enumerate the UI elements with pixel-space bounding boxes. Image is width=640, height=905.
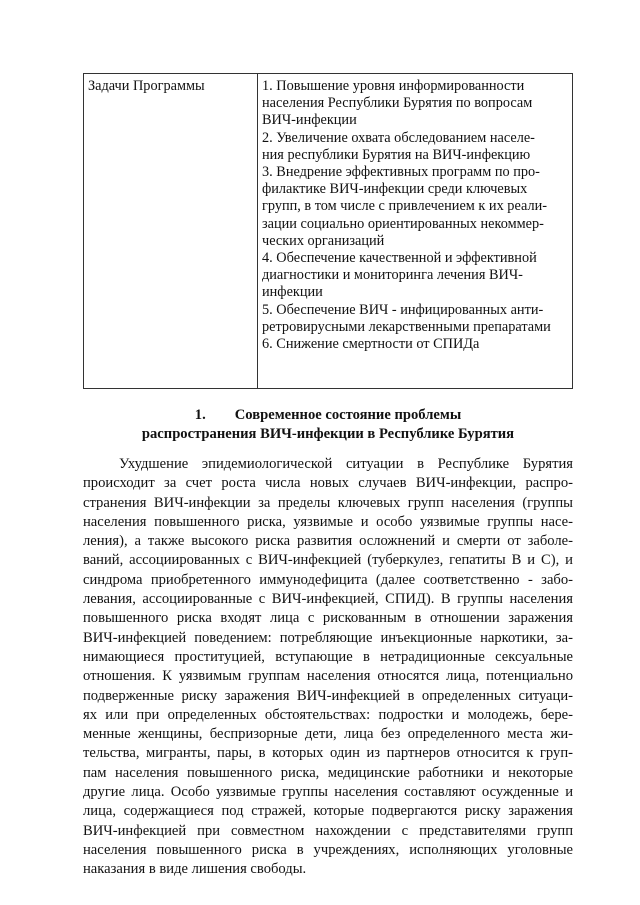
paragraph-line: наказания в виде лишения свободы.	[83, 861, 307, 878]
paragraph-line: Ухудшение эпидемиологической ситуации в Республике Бурятия	[119, 456, 573, 472]
paragraph-line: населения повышенного риска в учреждениях, исполняющих уголовные	[83, 841, 573, 858]
paragraph-line: ВИЧ-инфекцией при совместном нахождении с представителями групп	[83, 822, 573, 839]
section-number: 1.	[194, 407, 206, 423]
task-item: 1. Повышение уровня информированности населения Республики Бурятия по вопросам ВИЧ-инфекции	[262, 78, 533, 129]
paragraph-line: нимающиеся проституцией, вступающие в нетрадиционные сексуальные	[83, 648, 573, 665]
paragraph-line: пам населения повышенного риска, медицинские работники и некоторые	[83, 764, 573, 781]
section-title-part-2: распространения ВИЧ-инфекции в Республике Бурятия	[141, 426, 515, 442]
paragraph-line: ях или при определенных обстоятельствах: подростки и молодежь, бере-	[83, 706, 573, 723]
paragraph-line: лица, содержащиеся под стражей, которые подвергаются риску заражения	[83, 803, 573, 820]
task-item: 3. Внедрение эффективных программ по про- филактике ВИЧ-инфекции среди ключевых групп, в том числе с привлечением к их реали- зации социально ориентированных некоммер- ческих организаций	[262, 164, 547, 249]
paragraph-line: населения повышенного риска, уязвимые и особо уязвимые группы насе-	[83, 513, 573, 530]
paragraph-line: происходит за счет роста числа новых случаев ВИЧ-инфекции, распро-	[83, 475, 573, 492]
paragraph-line: повышенного риска входят лица с рискованным в отношении заражения	[83, 610, 573, 627]
paragraph-line: синдрома приобретенного иммунодефицита (далее соответственно - забо-	[83, 571, 573, 588]
task-item: 4. Обеспечение качественной и эффективной диагностики и мониторинга лечения ВИЧ- инфекции	[262, 250, 537, 301]
paragraph-line: левания, ассоциированные с ВИЧ-инфекцией, СПИД). В группы населения	[83, 591, 573, 608]
paragraph-line: ВИЧ-инфекцией поведением: потребляющие инъекционные наркотики, за-	[83, 629, 573, 646]
paragraph-line: тельства, мигранты, пары, в которых один из партнеров относится к груп-	[83, 745, 573, 762]
paragraph-line: подверженные риску заражения ВИЧ-инфекцией в определенных ситуаци-	[83, 687, 573, 704]
paragraph-line: ваний, ассоциированных с ВИЧ-инфекцией (туберкулез, гепатиты В и С), и	[83, 552, 573, 569]
program-tasks-label: Задачи Программы	[88, 78, 205, 94]
table-row	[84, 74, 573, 389]
paragraph-line: другие лица. Особо уязвимые группы населения составляют осужденные и	[83, 784, 573, 801]
task-item: 2. Увеличение охвата обследованием населе- ния республики Бурятия на ВИЧ-инфекцию	[262, 129, 535, 163]
table-content-cell	[258, 74, 573, 389]
paragraph-line: отношения. К уязвимым группам населения относятся лица, потенциально	[83, 668, 573, 685]
table-label-cell	[84, 74, 258, 389]
task-item: 6. Снижение смертности от СПИДа	[262, 336, 480, 353]
section-heading	[83, 406, 573, 444]
section-title-part-1: Современное состояние проблемы	[234, 407, 462, 423]
body-paragraph	[83, 455, 573, 880]
task-item: 5. Обеспечение ВИЧ - инфицированных анти- ретровирусными лекарственными препаратами	[262, 301, 551, 335]
program-tasks-table	[83, 73, 573, 389]
section-heading-line-1	[83, 406, 573, 425]
paragraph-line: ления), а также высокого риска развития осложнений и смерти от заболе-	[83, 533, 573, 550]
paragraph-line: странения ВИЧ-инфекции за пределы ключевых групп населения (группы	[83, 494, 573, 511]
paragraph-line: менные женщины, беспризорные дети, лица без определенного места жи-	[83, 726, 573, 743]
